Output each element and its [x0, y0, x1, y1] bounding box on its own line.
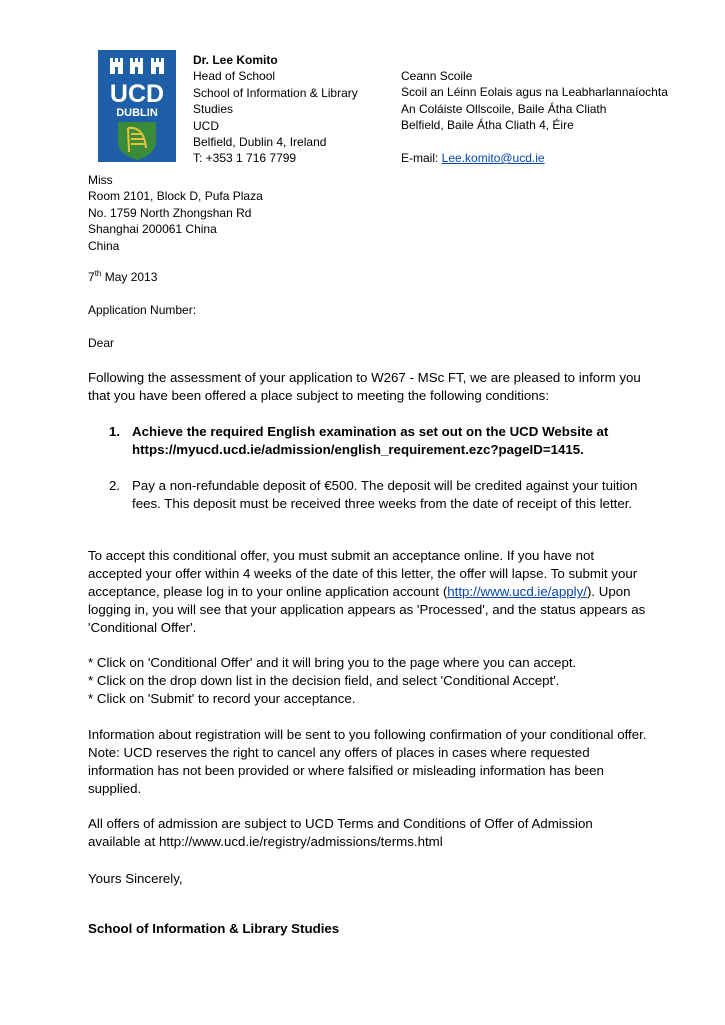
head-name: Dr. Lee Komito: [193, 53, 278, 67]
recipient-line: Shanghai 200061 China: [88, 222, 217, 237]
step-item: * Click on 'Conditional Offer' and it will bring you to the page where you can accept.: [88, 655, 577, 670]
signature-school: School of Information & Library Studies: [88, 921, 340, 936]
school-name-ga: Scoil an Léinn Eolais agus na Leabharlannaíochta: [401, 85, 668, 100]
school-name-line2: Studies: [193, 102, 234, 117]
acceptance-paragraph: To accept this conditional offer, you must submit an acceptance online. If you have not accepted your offer within 4 weeks of the date of this letter, the offer will lapse. To submit your acceptance, please log in to your online application account (http://www.ucd.ie/apply/). Upon logging in, you will see that your application appears as 'Processed', and the status appears as 'Conditional Offer'.: [88, 548, 646, 635]
step-item: * Click on the drop down list in the decision field, and select 'Conditional Accept'.: [88, 673, 560, 688]
recipient-line: Room 2101, Block D, Pufa Plaza: [88, 189, 263, 204]
ucd-logo: [98, 50, 176, 162]
letter-date: 7th May 2013: [88, 269, 158, 284]
registration-paragraph: Information about registration will be sent to you following confirmation of your conditional offer. Note: UCD reserves the right to cancel any offers of places in cases where requested information has not been provided or where falsified or misleading information has been supplied.: [88, 727, 647, 796]
header-irish: [401, 68, 691, 166]
conditions-list: [88, 423, 648, 513]
apply-link[interactable]: http://www.ucd.ie/apply/: [447, 584, 587, 599]
org-name-ga: An Coláiste Ollscoile, Baile Átha Cliath: [401, 101, 607, 116]
recipient-line: China: [88, 238, 120, 253]
recipient-address: [88, 172, 263, 254]
closing: Yours Sincerely,: [88, 871, 183, 886]
condition-item: 2. Pay a non-refundable deposit of €500. The deposit will be credited against your tuition fees. This deposit must be received three weeks from the date of receipt of this letter.: [109, 478, 638, 511]
acceptance-steps: [88, 654, 648, 708]
phone: T: +353 1 716 7799: [193, 151, 297, 166]
school-name-line1: School of Information & Library: [193, 85, 358, 100]
intro-paragraph: Following the assessment of your application to W267 - MSc FT, we are pleased to inform you that you have been offered a place subject to meeting the following conditions:: [88, 370, 641, 403]
application-number: Application Number:: [88, 303, 197, 317]
greeting: Dear: [88, 336, 115, 350]
email-label: E-mail:: [401, 151, 442, 166]
step-item: * Click on 'Submit' to record your acceptance.: [88, 691, 356, 706]
recipient-salutation: Miss: [88, 173, 113, 187]
org-name: UCD: [193, 118, 219, 133]
header-english: [193, 52, 393, 167]
svg-text:UCD: UCD: [109, 80, 165, 108]
condition-item: 1. Achieve the required English examination as set out on the UCD Website at https://myucd.ucd.ie/admission/english_requirement.ezc?pageID=1415.: [109, 424, 609, 457]
recipient-line: No. 1759 North Zhongshan Rd: [88, 205, 252, 220]
address-ga: Belfield, Baile Átha Cliath 4, Éire: [401, 118, 574, 133]
address: Belfield, Dublin 4, Ireland: [193, 135, 327, 150]
terms-paragraph: All offers of admission are subject to UCD Terms and Conditions of Offer of Admission available at http://www.ucd.ie/registry/admissions/terms.html: [88, 816, 593, 849]
head-title-ga: Ceann Scoile: [401, 69, 473, 83]
head-title: Head of School: [193, 69, 276, 84]
svg-text:DUBLIN: DUBLIN: [116, 107, 158, 119]
email-line: [401, 150, 691, 166]
email-link[interactable]: Lee.komito@ucd.ie: [441, 151, 545, 166]
